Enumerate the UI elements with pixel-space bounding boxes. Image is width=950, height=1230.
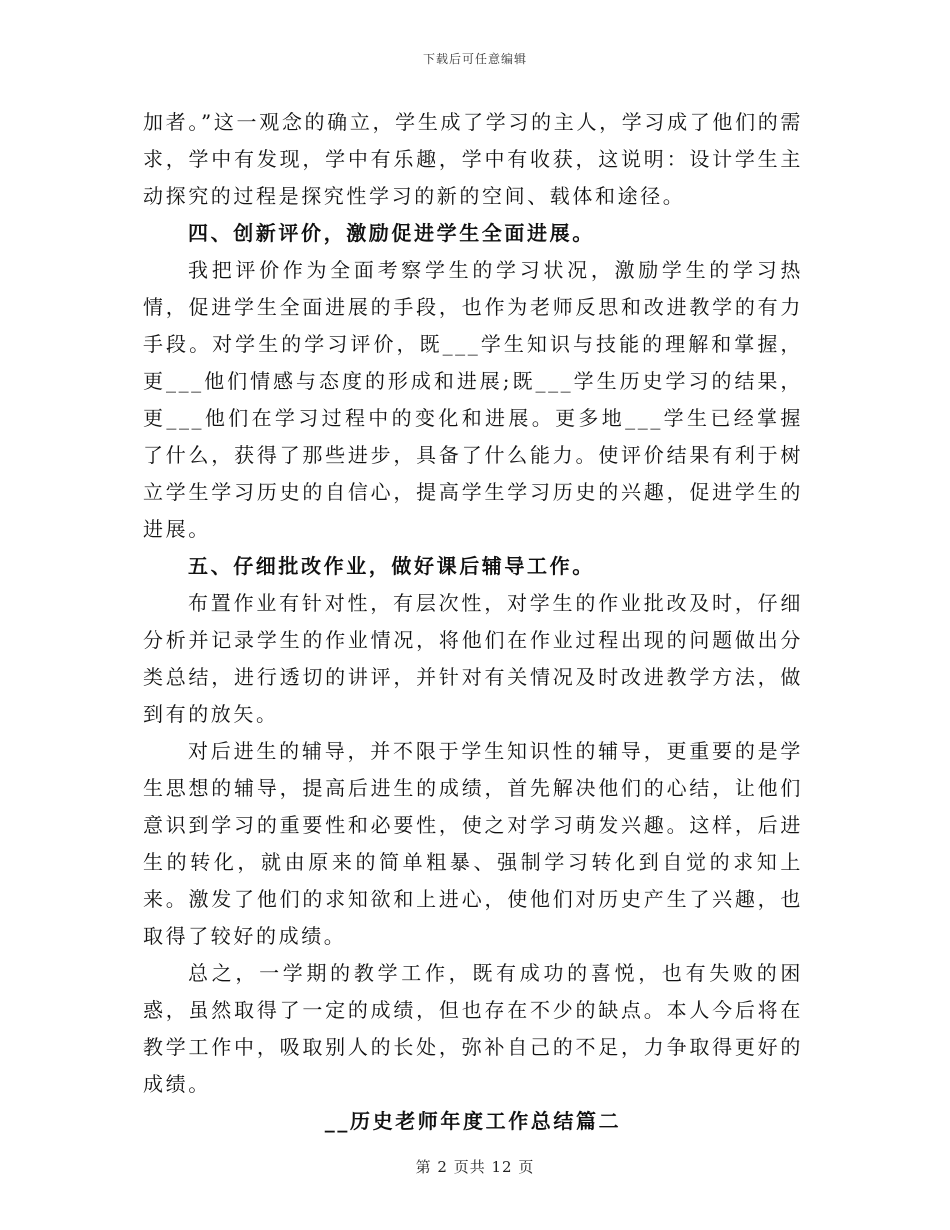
document-body: [143, 104, 803, 1140]
paragraph-evaluation: 我把评价作为全面考察学生的学习状况，激励学生的学习热情，促进学生全面进展的手段，也作为老师反思和改进教学的有力手段。对学生的学习评价，既___学生知识与技能的理解和掌握，更___他们情感与态度的形成和进展;既___学生历史学习的结果，更___他们在学习过程中的变化和进展。更多地___学生已经掌握了什么，获得了那些进步，具备了什么能力。使评价结果有利于树立学生学习历史的自信心，提高学生学习历史的兴趣，促进学生的进展。: [143, 258, 803, 541]
section-heading-5: 五、仔细批改作业，做好课后辅导工作。: [188, 554, 595, 578]
page-header-note: 下载后可任意编辑: [422, 52, 527, 66]
page-number-footer: 第 2 页共 12 页: [415, 1158, 535, 1176]
next-article-title: __历史老师年度工作总结篇二: [324, 1109, 622, 1133]
paragraph-continuation: 加者。”这一观念的确立，学生成了学习的主人，学习成了他们的需求，学中有发现，学中有乐趣，学中有收获，这说明：设计学生主动探究的过程是探究性学习的新的空间、载体和途径。: [143, 110, 803, 208]
paragraph-tutoring: 对后进生的辅导，并不限于学生知识性的辅导，更重要的是学生思想的辅导，提高后进生的成绩，首先解决他们的心结，让他们意识到学习的重要性和必要性，使之对学习萌发兴趣。这样，后进生的转化，就由原来的简单粗暴、强制学习转化到自觉的求知上来。激发了他们的求知欲和上进心，使他们对历史产生了兴趣，也取得了较好的成绩。: [143, 739, 803, 948]
paragraph-homework: 布置作业有针对性，有层次性，对学生的作业批改及时，仔细分析并记录学生的作业情况，将他们在作业过程出现的问题做出分类总结，进行透切的讲评，并针对有关情况及时改进教学方法，做到有的放矢。: [143, 591, 803, 726]
paragraph-conclusion: 总之，一学期的教学工作，既有成功的喜悦，也有失败的困惑，虽然取得了一定的成绩，但也存在不少的缺点。本人今后将在教学工作中，吸取别人的长处，弥补自己的不足，力争取得更好的成绩。: [143, 961, 803, 1096]
section-heading-4: 四、创新评价，激励促进学生全面进展。: [188, 221, 595, 245]
